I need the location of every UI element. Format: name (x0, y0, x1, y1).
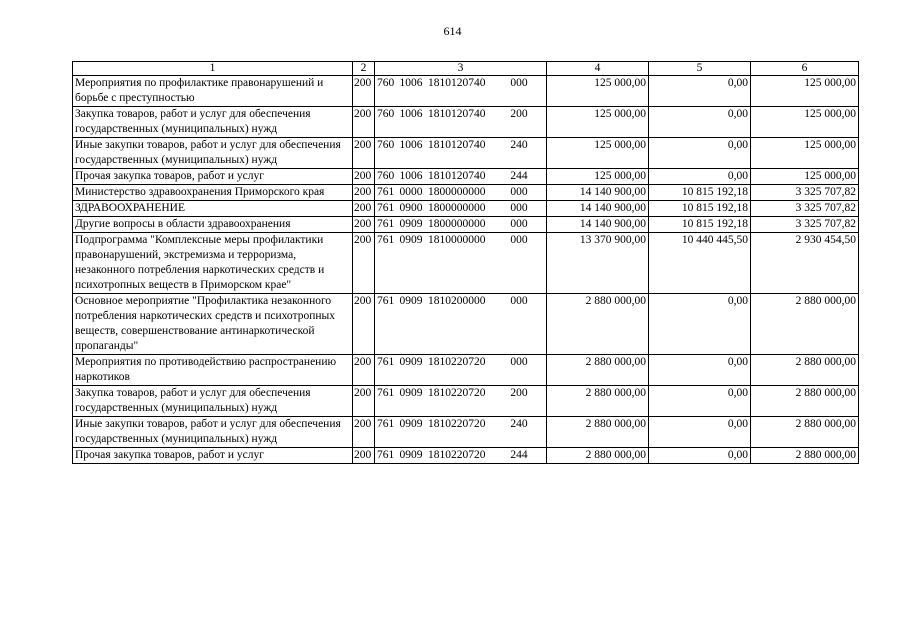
row-name: Мероприятия по профилактике правонарушений и борьбе с преступностью (73, 76, 353, 107)
code-vr: 200 (510, 387, 528, 399)
row-code (375, 233, 547, 294)
row-code (375, 201, 547, 217)
row-col4: 125 000,00 (547, 169, 649, 185)
row-code (375, 448, 547, 464)
column-header-6: 6 (751, 62, 859, 76)
table-row (73, 294, 859, 355)
row-col6: 2 880 000,00 (751, 386, 859, 417)
row-name: Прочая закупка товаров, работ и услуг (73, 169, 353, 185)
row-col5: 10 815 192,18 (649, 185, 751, 201)
column-header-3: 3 (375, 62, 547, 76)
code-razdel: 0909 (399, 295, 423, 307)
row-name: Прочая закупка товаров, работ и услуг (73, 448, 353, 464)
code-razdel: 0909 (399, 418, 423, 430)
row-gr: 200 (353, 448, 375, 464)
row-col6: 3 325 707,82 (751, 217, 859, 233)
code-vr: 000 (510, 77, 528, 89)
code-razdel: 0900 (399, 202, 423, 214)
table-row (73, 217, 859, 233)
row-name: Закупка товаров, работ и услуг для обеспечения государственных (муниципальных) нужд (73, 107, 353, 138)
row-col6: 2 880 000,00 (751, 448, 859, 464)
table-row (73, 233, 859, 294)
row-col4: 14 140 900,00 (547, 217, 649, 233)
table-row (73, 386, 859, 417)
row-col5: 10 815 192,18 (649, 201, 751, 217)
code-csr: 1810220720 (428, 449, 486, 461)
row-name: Закупка товаров, работ и услуг для обеспечения государственных (муниципальных) нужд (73, 386, 353, 417)
row-col4: 2 880 000,00 (547, 386, 649, 417)
code-vr: 000 (510, 186, 528, 198)
row-col4: 2 880 000,00 (547, 294, 649, 355)
row-col6: 3 325 707,82 (751, 201, 859, 217)
row-name: Мероприятия по противодействию распространению наркотиков (73, 355, 353, 386)
code-razdel: 1006 (399, 77, 423, 89)
row-gr: 200 (353, 217, 375, 233)
code-vedom: 760 (377, 77, 395, 89)
row-code (375, 355, 547, 386)
table-row (73, 138, 859, 169)
row-code (375, 107, 547, 138)
row-gr: 200 (353, 185, 375, 201)
row-col4: 125 000,00 (547, 138, 649, 169)
code-vedom: 761 (377, 186, 395, 198)
code-vedom: 760 (377, 170, 395, 182)
code-csr: 1810220720 (428, 387, 486, 399)
code-csr: 1810120740 (428, 108, 486, 120)
row-col4: 14 140 900,00 (547, 185, 649, 201)
row-col5: 0,00 (649, 386, 751, 417)
row-col6: 2 880 000,00 (751, 417, 859, 448)
table-row (73, 448, 859, 464)
row-code (375, 386, 547, 417)
code-csr: 1810120740 (428, 77, 486, 89)
code-razdel: 0909 (399, 449, 423, 461)
table-row (73, 107, 859, 138)
row-gr: 200 (353, 294, 375, 355)
code-vedom: 761 (377, 218, 395, 230)
code-vedom: 761 (377, 295, 395, 307)
row-col6: 125 000,00 (751, 138, 859, 169)
code-vedom: 761 (377, 202, 395, 214)
row-code (375, 76, 547, 107)
row-col6: 125 000,00 (751, 169, 859, 185)
row-gr: 200 (353, 417, 375, 448)
code-razdel: 0909 (399, 387, 423, 399)
row-gr: 200 (353, 169, 375, 185)
row-gr: 200 (353, 386, 375, 417)
code-vr: 244 (510, 449, 528, 461)
row-col5: 0,00 (649, 448, 751, 464)
code-csr: 1800000000 (428, 186, 486, 198)
code-vr: 000 (510, 295, 528, 307)
row-col4: 13 370 900,00 (547, 233, 649, 294)
code-csr: 1810120740 (428, 170, 486, 182)
row-gr: 200 (353, 107, 375, 138)
row-col5: 10 440 445,50 (649, 233, 751, 294)
row-name: Подпрограмма "Комплексные меры профилактики правонарушений, экстремизма и терроризма, незаконного потребления наркотических средств и психотропных веществ в Приморском крае" (73, 233, 353, 294)
row-col5: 10 815 192,18 (649, 217, 751, 233)
code-vr: 000 (510, 202, 528, 214)
code-razdel: 1006 (399, 108, 423, 120)
code-vr: 000 (510, 356, 528, 368)
code-vr: 200 (510, 108, 528, 120)
header-row (73, 62, 859, 76)
row-col4: 125 000,00 (547, 107, 649, 138)
row-col5: 0,00 (649, 294, 751, 355)
row-gr: 200 (353, 76, 375, 107)
column-header-5: 5 (649, 62, 751, 76)
code-csr: 1810200000 (428, 295, 486, 307)
code-razdel: 0000 (399, 186, 423, 198)
row-code (375, 417, 547, 448)
table-row (73, 76, 859, 107)
code-razdel: 0909 (399, 356, 423, 368)
code-csr: 1810000000 (428, 234, 486, 246)
row-code (375, 138, 547, 169)
row-col5: 0,00 (649, 107, 751, 138)
code-csr: 1810120740 (428, 139, 486, 151)
code-vedom: 761 (377, 234, 395, 246)
table-row (73, 169, 859, 185)
row-name: Другие вопросы в области здравоохранения (73, 217, 353, 233)
row-col4: 2 880 000,00 (547, 355, 649, 386)
row-col6: 125 000,00 (751, 107, 859, 138)
row-col5: 0,00 (649, 169, 751, 185)
row-gr: 200 (353, 233, 375, 294)
row-col4: 2 880 000,00 (547, 448, 649, 464)
row-col5: 0,00 (649, 138, 751, 169)
row-code (375, 217, 547, 233)
code-vr: 240 (510, 418, 528, 430)
code-vr: 240 (510, 139, 528, 151)
code-razdel: 0909 (399, 234, 423, 246)
row-col5: 0,00 (649, 417, 751, 448)
row-col4: 2 880 000,00 (547, 417, 649, 448)
table-row (73, 355, 859, 386)
code-vedom: 761 (377, 418, 395, 430)
row-col6: 125 000,00 (751, 76, 859, 107)
code-vr: 244 (510, 170, 528, 182)
code-vr: 000 (510, 218, 528, 230)
code-vr: 000 (510, 234, 528, 246)
row-col4: 14 140 900,00 (547, 201, 649, 217)
row-code (375, 169, 547, 185)
code-razdel: 1006 (399, 170, 423, 182)
table-row (73, 185, 859, 201)
row-code (375, 294, 547, 355)
code-vedom: 761 (377, 387, 395, 399)
row-code (375, 185, 547, 201)
row-name: Основное мероприятие "Профилактика незаконного потребления наркотических средств и психотропных веществ, совершенствование антинаркотической пропаганды" (73, 294, 353, 355)
row-name: ЗДРАВООХРАНЕНИЕ (73, 201, 353, 217)
column-header-2: 2 (353, 62, 375, 76)
row-col5: 0,00 (649, 355, 751, 386)
code-csr: 1800000000 (428, 202, 486, 214)
code-razdel: 1006 (399, 139, 423, 151)
code-csr: 1810220720 (428, 418, 486, 430)
table-row (73, 417, 859, 448)
row-name: Иные закупки товаров, работ и услуг для обеспечения государственных (муниципальных) нужд (73, 417, 353, 448)
row-col6: 2 880 000,00 (751, 355, 859, 386)
code-vedom: 760 (377, 139, 395, 151)
row-col5: 0,00 (649, 76, 751, 107)
page-number: 614 (443, 24, 462, 38)
code-vedom: 761 (377, 356, 395, 368)
row-name: Иные закупки товаров, работ и услуг для обеспечения государственных (муниципальных) нужд (73, 138, 353, 169)
budget-table (72, 61, 859, 464)
row-col6: 2 930 454,50 (751, 233, 859, 294)
row-gr: 200 (353, 201, 375, 217)
code-razdel: 0909 (399, 218, 423, 230)
table-row (73, 201, 859, 217)
row-name: Министерство здравоохранения Приморского края (73, 185, 353, 201)
row-col6: 3 325 707,82 (751, 185, 859, 201)
code-vedom: 760 (377, 108, 395, 120)
column-header-1: 1 (73, 62, 353, 76)
row-gr: 200 (353, 138, 375, 169)
code-csr: 1800000000 (428, 218, 486, 230)
code-csr: 1810220720 (428, 356, 486, 368)
code-vedom: 761 (377, 449, 395, 461)
row-col6: 2 880 000,00 (751, 294, 859, 355)
column-header-4: 4 (547, 62, 649, 76)
row-gr: 200 (353, 355, 375, 386)
table-body (73, 76, 859, 464)
row-col4: 125 000,00 (547, 76, 649, 107)
